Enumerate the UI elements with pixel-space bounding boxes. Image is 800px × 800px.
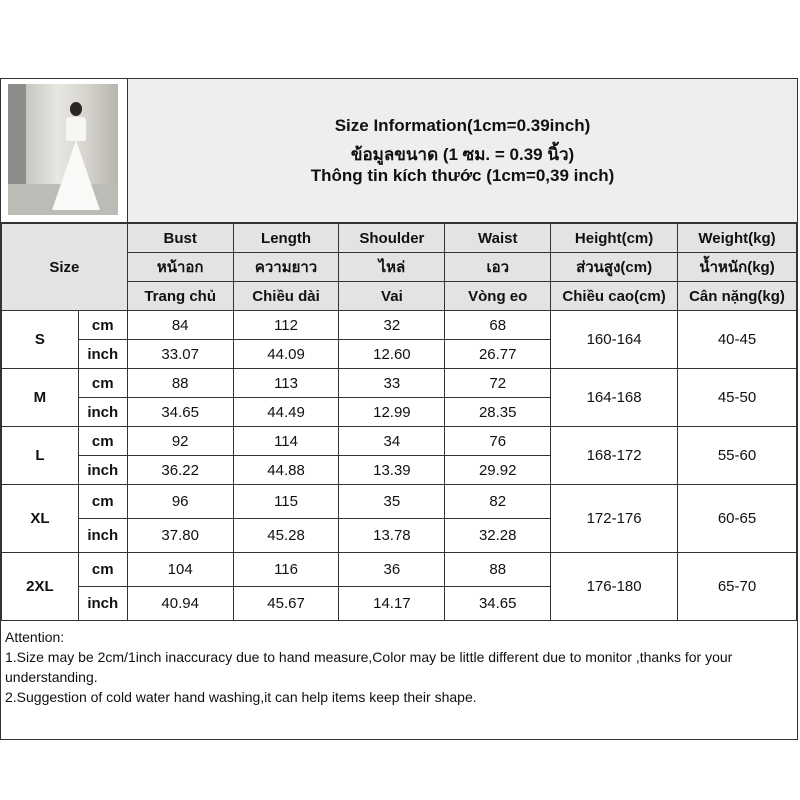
shoulder-inch: 13.78 <box>339 519 445 553</box>
attention-notes <box>5 627 795 707</box>
unit-label: inch <box>78 398 127 427</box>
waist-cm: 88 <box>445 553 551 587</box>
table-row <box>2 311 797 340</box>
shoulder-cm: 35 <box>339 485 445 519</box>
waist-cm: 82 <box>445 485 551 519</box>
chart-header <box>1 79 797 223</box>
length-cm: 112 <box>233 311 339 340</box>
size-header: Size <box>2 224 128 311</box>
height-range: 172-176 <box>551 485 678 553</box>
col-weight-vi: Cân nặng(kg) <box>678 282 797 311</box>
col-waist-en: Waist <box>445 224 551 253</box>
product-photo-cell <box>1 79 128 222</box>
height-range: 164-168 <box>551 369 678 427</box>
bust-inch: 36.22 <box>127 456 233 485</box>
col-height-th: ส่วนสูง(cm) <box>551 253 678 282</box>
weight-range: 65-70 <box>678 553 797 621</box>
size-label: XL <box>2 485 79 553</box>
col-shoulder-th: ไหล่ <box>339 253 445 282</box>
length-inch: 44.09 <box>233 340 339 369</box>
title-thai: ข้อมูลขนาด (1 ซม. = 0.39 นิ้ว) <box>350 145 575 164</box>
shoulder-inch: 12.60 <box>339 340 445 369</box>
table-row <box>2 485 797 519</box>
waist-inch: 32.28 <box>445 519 551 553</box>
length-cm: 115 <box>233 485 339 519</box>
bust-inch: 33.07 <box>127 340 233 369</box>
waist-inch: 28.35 <box>445 398 551 427</box>
size-label: S <box>2 311 79 369</box>
waist-inch: 29.92 <box>445 456 551 485</box>
bust-cm: 88 <box>127 369 233 398</box>
unit-label: cm <box>78 427 127 456</box>
bust-inch: 40.94 <box>127 587 233 621</box>
length-cm: 114 <box>233 427 339 456</box>
weight-range: 55-60 <box>678 427 797 485</box>
length-cm: 113 <box>233 369 339 398</box>
bust-cm: 104 <box>127 553 233 587</box>
col-bust-en: Bust <box>127 224 233 253</box>
shoulder-cm: 34 <box>339 427 445 456</box>
shoulder-inch: 12.99 <box>339 398 445 427</box>
col-bust-vi: Trang chủ <box>127 282 233 311</box>
bust-cm: 84 <box>127 311 233 340</box>
title-block <box>128 79 797 222</box>
col-waist-vi: Vòng eo <box>445 282 551 311</box>
shoulder-inch: 14.17 <box>339 587 445 621</box>
bust-inch: 37.80 <box>127 519 233 553</box>
note-line: 2.Suggestion of cold water hand washing,it can help items keep their shape. <box>5 689 477 705</box>
col-length-th: ความยาว <box>233 253 339 282</box>
note-line: 1.Size may be 2cm/1inch inaccuracy due to hand measure,Color may be little different due to monitor ,thanks for your understanding. <box>5 649 733 685</box>
height-range: 176-180 <box>551 553 678 621</box>
height-range: 160-164 <box>551 311 678 369</box>
length-inch: 44.49 <box>233 398 339 427</box>
table-row <box>2 369 797 398</box>
length-inch: 44.88 <box>233 456 339 485</box>
waist-cm: 76 <box>445 427 551 456</box>
col-shoulder-en: Shoulder <box>339 224 445 253</box>
unit-label: cm <box>78 311 127 340</box>
unit-label: inch <box>78 519 127 553</box>
bust-inch: 34.65 <box>127 398 233 427</box>
size-table <box>1 223 797 621</box>
unit-label: inch <box>78 340 127 369</box>
waist-inch: 34.65 <box>445 587 551 621</box>
size-label: L <box>2 427 79 485</box>
col-shoulder-vi: Vai <box>339 282 445 311</box>
shoulder-cm: 36 <box>339 553 445 587</box>
title-vietnamese: Thông tin kích thước (1cm=0,39 inch) <box>310 166 615 185</box>
weight-range: 45-50 <box>678 369 797 427</box>
length-cm: 116 <box>233 553 339 587</box>
shoulder-cm: 33 <box>339 369 445 398</box>
notes-heading: Attention: <box>5 629 65 645</box>
col-bust-th: หน้าอก <box>127 253 233 282</box>
waist-cm: 72 <box>445 369 551 398</box>
weight-range: 40-45 <box>678 311 797 369</box>
col-weight-en: Weight(kg) <box>678 224 797 253</box>
waist-inch: 26.77 <box>445 340 551 369</box>
height-range: 168-172 <box>551 427 678 485</box>
size-label: 2XL <box>2 553 79 621</box>
col-waist-th: เอว <box>445 253 551 282</box>
unit-label: inch <box>78 587 127 621</box>
product-photo <box>8 84 118 215</box>
title-english: Size Information(1cm=0.39inch) <box>334 116 591 135</box>
unit-label: cm <box>78 553 127 587</box>
size-label: M <box>2 369 79 427</box>
bust-cm: 92 <box>127 427 233 456</box>
col-weight-th: น้ำหนัก(kg) <box>678 253 797 282</box>
weight-range: 60-65 <box>678 485 797 553</box>
col-height-en: Height(cm) <box>551 224 678 253</box>
table-row <box>2 427 797 456</box>
col-height-vi: Chiều cao(cm) <box>551 282 678 311</box>
col-length-vi: Chiều dài <box>233 282 339 311</box>
col-length-en: Length <box>233 224 339 253</box>
unit-label: inch <box>78 456 127 485</box>
length-inch: 45.28 <box>233 519 339 553</box>
size-chart <box>0 78 798 740</box>
shoulder-cm: 32 <box>339 311 445 340</box>
waist-cm: 68 <box>445 311 551 340</box>
table-row <box>2 553 797 587</box>
shoulder-inch: 13.39 <box>339 456 445 485</box>
unit-label: cm <box>78 485 127 519</box>
length-inch: 45.67 <box>233 587 339 621</box>
unit-label: cm <box>78 369 127 398</box>
bust-cm: 96 <box>127 485 233 519</box>
